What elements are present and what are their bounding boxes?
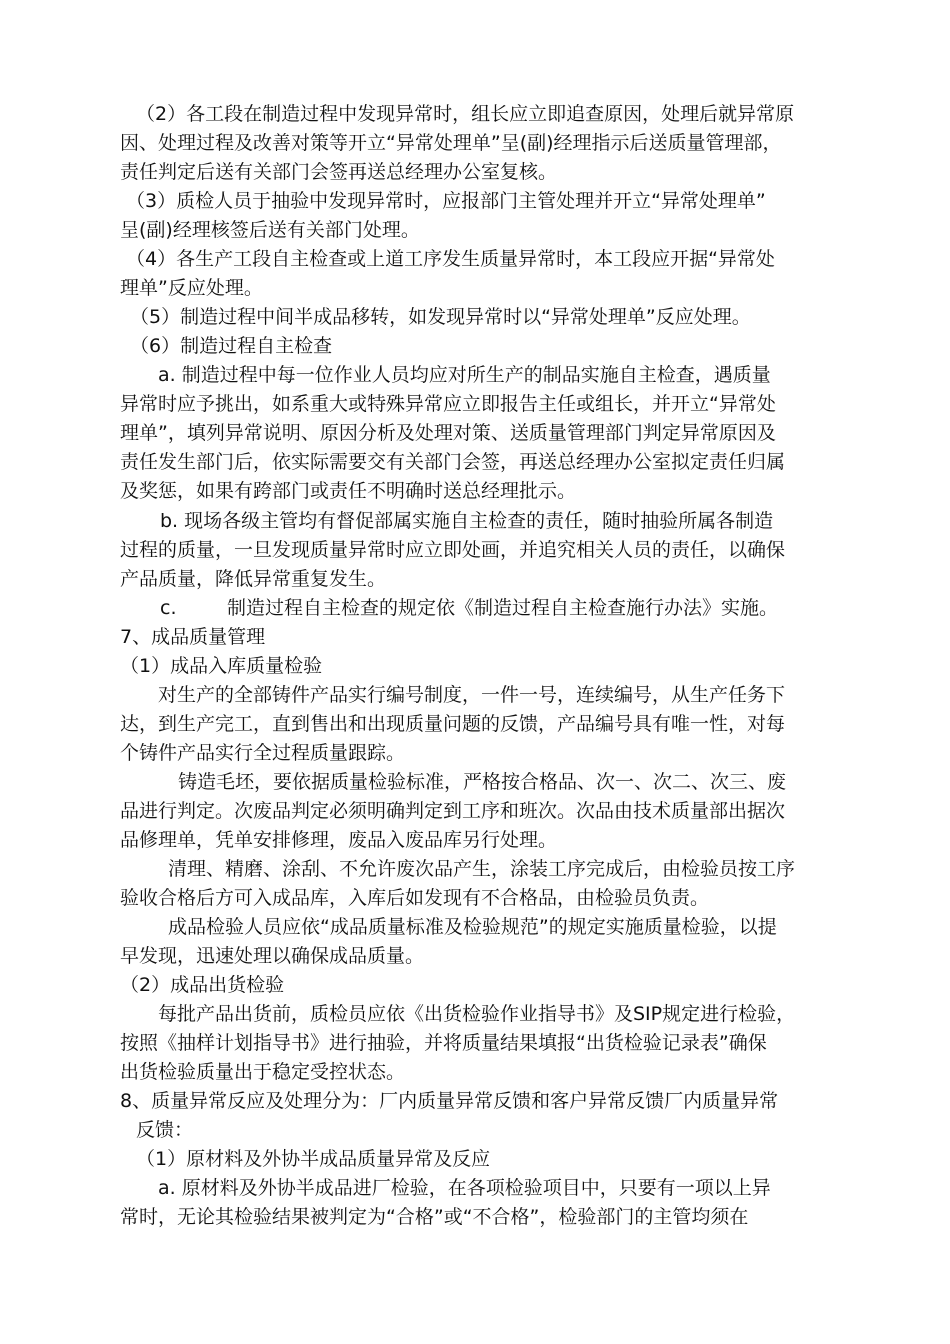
text-line: （4）各生产工段自主检查或上道工序发生质量异常时，本工段应开据“异常处 bbox=[126, 248, 775, 270]
text-line: 品修理单，凭单安排修理，废品入废品库另行处理。 bbox=[120, 829, 558, 851]
text-line: 成品检验人员应依“成品质量标准及检验规范”的规定实施质量检验，以提 bbox=[168, 916, 777, 938]
text-line: b. 现场各级主管均有督促部属实施自主检查的责任，随时抽验所属各制造 bbox=[160, 510, 774, 532]
text-line: 异常时应予挑出，如系重大或特殊异常应立即报告主任或组长，并开立“异常处 bbox=[120, 393, 776, 415]
text-line: 责任判定后送有关部门会签再送总经理办公室复核。 bbox=[120, 161, 558, 183]
text-line: a. 制造过程中每一位作业人员均应对所生产的制品实施自主检查，遇质量 bbox=[158, 364, 771, 386]
text-line: 及奖惩，如果有跨部门或责任不明确时送总经理批示。 bbox=[120, 480, 577, 502]
text-line: 每批产品出货前，质检员应依《出货检验作业指导书》及SIP规定进行检验， bbox=[158, 1003, 796, 1025]
text-line: 早发现，迅速处理以确保成品质量。 bbox=[120, 945, 425, 967]
text-line: （3）质检人员于抽验中发现异常时，应报部门主管处理并开立“异常处理单” bbox=[126, 190, 766, 212]
text-line: 制造过程自主检查的规定依《制造过程自主检查施行办法》实施。 bbox=[227, 597, 779, 619]
text-line: （2）成品出货检验 bbox=[120, 974, 285, 996]
text-line: 个铸件产品实行全过程质量跟踪。 bbox=[120, 742, 406, 764]
text-line: 反馈： bbox=[136, 1119, 194, 1141]
text-line: 品进行判定。次废品判定必须明确判定到工序和班次。次品由技术质量部出据次 bbox=[120, 800, 786, 822]
text-line: 过程的质量，一旦发现质量异常时应立即处画，并追究相关人员的责任，以确保 bbox=[120, 539, 786, 561]
text-line: a. 原材料及外协半成品进厂检验，在各项检验项目中，只要有一项以上异 bbox=[158, 1177, 771, 1199]
text-line: 清理、精磨、涂刮、不允许废次品产生，涂装工序完成后，由检验员按工序 bbox=[168, 858, 796, 880]
text-line: （1）成品入库质量检验 bbox=[120, 655, 323, 677]
text-line: 常时，无论其检验结果被判定为“合格”或“不合格”，检验部门的主管均须在 bbox=[120, 1206, 749, 1228]
text-line: 按照《抽样计划指导书》进行抽验，并将质量结果填报“出货检验记录表”确保 bbox=[120, 1032, 767, 1054]
text-line: 达，到生产完工，直到售出和出现质量问题的反馈，产品编号具有唯一性，对每 bbox=[120, 713, 786, 735]
text-line: 出货检验质量出于稳定受控状态。 bbox=[120, 1061, 406, 1083]
text-line: （5）制造过程中间半成品移转，如发现异常时以“异常处理单”反应处理。 bbox=[130, 306, 751, 328]
section-heading: 7、成品质量管理 bbox=[120, 626, 266, 648]
section-heading: 8、质量异常反应及处理分为：厂内质量异常反馈和客户异常反馈厂内质量异常 bbox=[120, 1090, 779, 1112]
text-line: （6）制造过程自主检查 bbox=[130, 335, 333, 357]
text-line: 验收合格后方可入成品库，入库后如发现有不合格品，由检验员负责。 bbox=[120, 887, 710, 909]
text-line: 因、处理过程及改善对策等开立“异常处理单”呈(副)经理指示后送质量管理部， bbox=[120, 132, 782, 154]
text-line: （1）原材料及外协半成品质量异常及反应 bbox=[136, 1148, 491, 1170]
text-line: 责任发生部门后，依实际需要交有关部门会签，再送总经理办公室拟定责任归属 bbox=[120, 451, 786, 473]
text-line: 对生产的全部铸件产品实行编号制度，一件一号，连续编号，从生产任务下 bbox=[158, 684, 786, 706]
text-line: 呈(副)经理核签后送有关部门处理。 bbox=[120, 219, 420, 241]
text-line: c. bbox=[160, 597, 177, 619]
text-line: （2）各工段在制造过程中发现异常时，组长应立即追查原因，处理后就异常原 bbox=[136, 103, 795, 125]
text-line: 理单”反应处理。 bbox=[120, 277, 263, 299]
text-line: 产品质量，降低异常重复发生。 bbox=[120, 568, 387, 590]
text-line: 铸造毛坯，要依据质量检验标准，严格按合格品、次一、次二、次三、废 bbox=[178, 771, 787, 793]
text-line: 理单”，填列异常说明、原因分析及处理对策、送质量管理部门判定异常原因及 bbox=[120, 422, 776, 444]
